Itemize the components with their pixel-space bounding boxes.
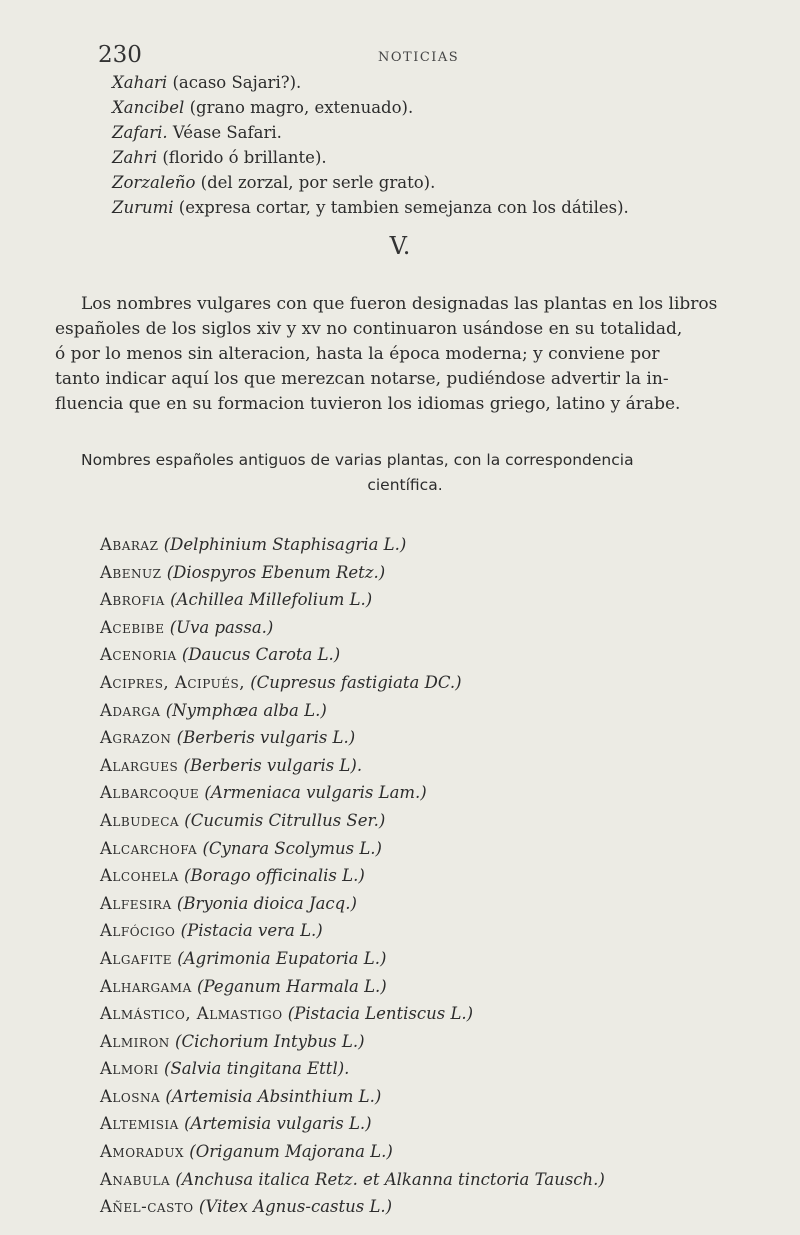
plant-entry [100,1193,790,1221]
scientific-name: (Artemisia vulgaris L.) [184,1114,372,1134]
spanish-name: Acipres, Acipués, [100,672,245,692]
glossary-gloss: (expresa cortar, y tambien semejanza con los dátiles). [173,198,629,217]
scientific-name: (Cupresus fastigiata DC.) [250,672,462,692]
plant-entry [100,945,790,973]
spanish-name: Acenoria [100,645,177,665]
spanish-name: Adarga [100,700,161,720]
scientific-name: (Achillea Millefolium L.) [170,590,373,610]
plant-entry [100,1000,790,1028]
intro-line: tanto indicar aquí los que merezcan notarse, pudiéndose advertir la in- [55,369,669,389]
glossary-gloss: (grano magro, extenuado). [184,98,414,117]
plant-entry [100,862,790,890]
spanish-name: Almástico, Almastigo [100,1004,283,1024]
scientific-name: (Berberis vulgaris L). [183,755,363,775]
caption-line: científica. [367,476,443,494]
plant-entry [100,1028,790,1056]
glossary-term: Zorzaleño [112,173,196,192]
plant-entry [100,835,790,863]
spanish-name: Amoradux [100,1142,185,1162]
glossary-entry [112,145,772,170]
scientific-name: (Origanum Majorana L.) [189,1142,393,1162]
plant-entry [100,1166,790,1194]
glossary-gloss: (florido ó brillante). [157,148,327,167]
spanish-name: Almiron [100,1031,170,1051]
scientific-name: (Vitex Agnus-castus L.) [198,1197,393,1217]
glossary-entry [112,95,772,120]
scientific-name: (Cynara Scolymus L.) [202,838,382,858]
scientific-name: (Pistacia vera L.) [180,921,323,941]
intro-paragraph [55,292,755,417]
plant-entry [100,531,790,559]
scientific-name: (Cichorium Intybus L.) [175,1031,365,1051]
page-number: 230 [98,42,142,68]
plant-entry [100,779,790,807]
spanish-name: Abrofia [100,590,165,610]
scientific-name: (Delphinium Staphisagria L.) [163,535,407,554]
plant-entry [100,697,790,725]
scientific-name: (Peganum Harmala L.) [197,976,387,996]
plant-entry [100,1110,790,1138]
table-caption [55,448,755,498]
spanish-name: Agrazon [100,728,172,748]
spanish-name: Abenuz [100,562,162,582]
scientific-name: (Uva passa.) [169,617,274,637]
spanish-name: Abaraz [100,535,159,554]
scientific-name: (Diospyros Ebenum Retz.) [166,562,386,582]
scientific-name: (Agrimonia Eupatoria L.) [177,948,387,968]
scientific-name: (Daucus Carota L.) [181,645,341,665]
plant-entry [100,559,790,587]
scientific-name: (Bryonia dioica Jacq.) [176,893,357,913]
spanish-name: Añel-casto [100,1197,194,1217]
scientific-name: (Cucumis Citrullus Ser.) [184,810,386,830]
glossary-gloss: Véase Safari. [167,123,282,142]
glossary-list [112,70,772,220]
glossary-gloss: (acaso Sajari?). [167,73,302,92]
scientific-name: (Borago officinalis L.) [184,866,365,886]
scientific-name: (Salvia tingitana Ettl). [164,1059,350,1079]
spanish-name: Alfócigo [100,921,176,941]
plant-entry [100,890,790,918]
intro-line: fluencia que en su formacion tuvieron los idiomas griego, latino y árabe. [55,394,681,414]
plant-entry [100,1138,790,1166]
scientific-name: (Pistacia Lentiscus L.) [287,1004,474,1024]
intro-line: Los nombres vulgares con que fueron designadas las plantas en los libros [81,294,718,314]
glossary-entry [112,170,772,195]
intro-line: ó por lo menos sin alteracion, hasta la época moderna; y conviene por [55,344,660,364]
plant-entry [100,641,790,669]
glossary-term: Zahri [112,148,158,167]
plant-entry [100,614,790,642]
plant-entry [100,807,790,835]
glossary-term: Zafari. [112,123,168,142]
scientific-name: (Nymphæa alba L.) [165,700,327,720]
scientific-name: (Berberis vulgaris L.) [176,728,356,748]
glossary-entry [112,195,772,220]
glossary-term: Xahari [112,73,168,92]
plant-entry [100,724,790,752]
spanish-name: Anabula [100,1169,171,1189]
glossary-term: Xancibel [112,98,185,117]
spanish-name: Alfesira [100,893,172,913]
glossary-term: Zurumi [112,198,174,217]
scientific-name: (Anchusa italica Retz. et Alkanna tinctoria Tausch.) [175,1169,605,1189]
plant-entry [100,669,790,697]
glossary-entry [112,70,772,95]
spanish-name: Algafite [100,948,172,968]
plant-name-list [100,531,790,1221]
page-header [98,42,738,72]
plant-entry [100,1083,790,1111]
spanish-name: Alosna [100,1086,161,1106]
spanish-name: Altemisia [100,1114,179,1134]
glossary-entry [112,120,772,145]
spanish-name: Albarcoque [100,783,200,803]
plant-entry [100,752,790,780]
spanish-name: Alcarchofa [100,838,198,858]
scientific-name: (Artemisia Absinthium L.) [165,1086,382,1106]
scientific-name: (Armeniaca vulgaris Lam.) [204,783,427,803]
caption-line: Nombres españoles antiguos de varias plantas, con la correspondencia [81,451,634,469]
glossary-gloss: (del zorzal, por serle grato). [195,173,436,192]
plant-entry [100,1055,790,1083]
spanish-name: Alcohela [100,866,179,886]
spanish-name: Alhargama [100,976,192,996]
spanish-name: Albudeca [100,810,180,830]
spanish-name: Almori [100,1059,159,1079]
spanish-name: Alargues [100,755,179,775]
section-heading: V. [389,232,411,260]
running-head: NOTICIAS [378,50,460,65]
plant-entry [100,917,790,945]
intro-line: españoles de los siglos xiv y xv no continuaron usándose en su totalidad, [55,319,683,339]
plant-entry [100,586,790,614]
spanish-name: Acebibe [100,617,165,637]
plant-entry [100,973,790,1001]
